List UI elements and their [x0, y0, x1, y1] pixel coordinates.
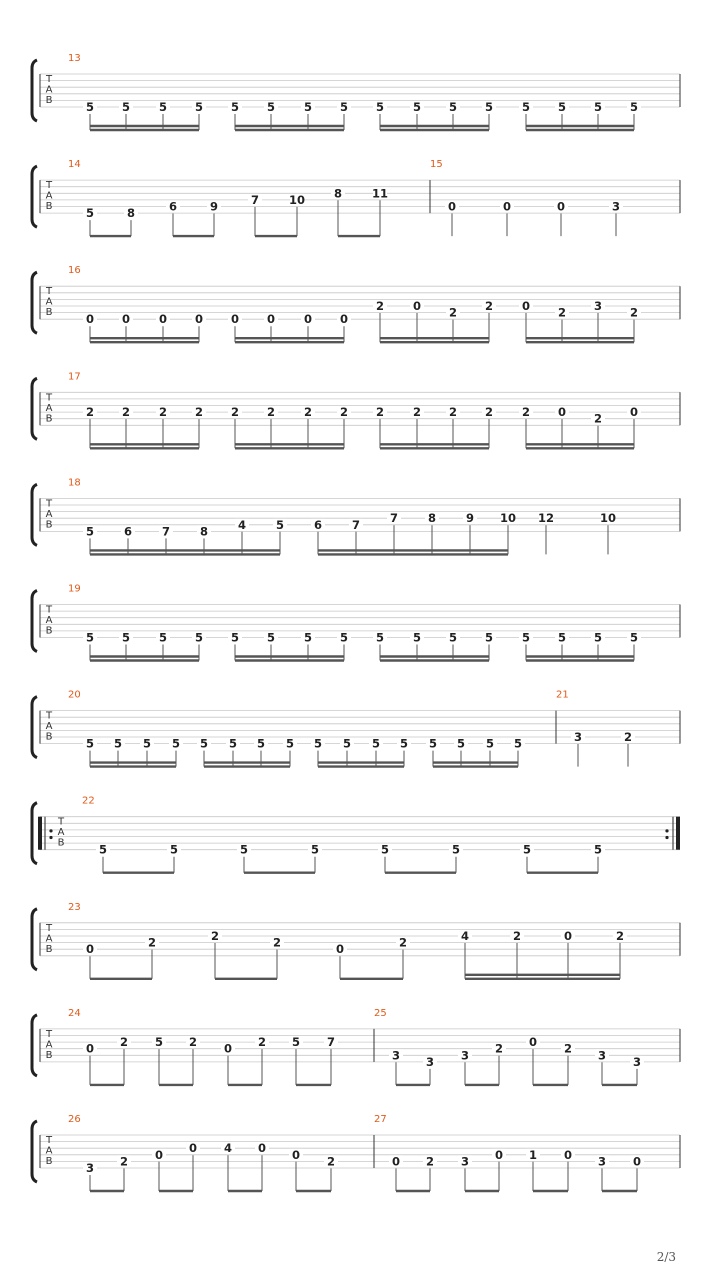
fret-number: 5 [194, 630, 204, 645]
fret-number: 5 [266, 100, 276, 114]
fret-number: 5 [303, 630, 313, 645]
repeat-dot [665, 836, 668, 839]
fret-number: 10 [499, 511, 517, 526]
tab-clef-letter: T [45, 286, 53, 298]
fret-number: 3 [632, 1054, 642, 1069]
tab-system [32, 53, 680, 130]
fret-number: 3 [593, 299, 603, 313]
fret-number: 5 [98, 842, 108, 857]
fret-number: 5 [522, 842, 532, 857]
fret-number: 5 [85, 524, 95, 539]
tab-system [32, 159, 680, 236]
fret-number: 6 [313, 517, 323, 532]
tab-clef-letter: A [57, 827, 65, 839]
fret-number: 0 [188, 1141, 198, 1156]
fret-number: 0 [447, 199, 457, 214]
system-bracket [32, 378, 37, 439]
measure-number: 21 [556, 689, 569, 701]
fret-number: 5 [342, 736, 352, 751]
fret-number: 0 [412, 299, 422, 313]
fret-number: 5 [521, 630, 531, 645]
fret-number: 0 [85, 1041, 95, 1056]
fret-number: 5 [412, 100, 422, 114]
fret-number: 0 [291, 1147, 301, 1162]
fret-number: 3 [425, 1054, 435, 1069]
fret-number: 2 [557, 305, 567, 320]
repeat-dot [49, 836, 52, 839]
fret-number: 0 [502, 199, 512, 214]
tab-system [32, 584, 680, 661]
fret-number: 2 [85, 405, 95, 420]
tab-clef-letter: A [45, 84, 53, 96]
fret-number: 0 [563, 929, 573, 943]
fret-number: 2 [521, 405, 531, 420]
tab-clef-letter: B [45, 519, 53, 531]
tab-clef-letter: T [45, 74, 53, 85]
tab-system [32, 1114, 680, 1191]
fret-number: 2 [412, 405, 422, 420]
tab-system [32, 902, 680, 979]
measure-number: 27 [374, 1114, 387, 1125]
fret-number: 3 [391, 1048, 401, 1063]
fret-number: 8 [126, 206, 136, 221]
fret-number: 5 [593, 842, 603, 857]
fret-number: 5 [228, 736, 238, 751]
fret-number: 5 [194, 100, 204, 114]
fret-number: 5 [375, 630, 385, 645]
fret-number: 5 [593, 630, 603, 645]
fret-number: 0 [391, 1154, 401, 1169]
fret-number: 5 [448, 100, 458, 114]
fret-number: 8 [333, 186, 343, 201]
fret-number: 2 [593, 411, 603, 426]
fret-number: 5 [154, 1035, 164, 1050]
fret-number: 5 [375, 100, 385, 114]
fret-number: 5 [521, 100, 531, 114]
fret-number: 5 [85, 100, 95, 114]
fret-number: 0 [194, 312, 204, 327]
tab-clef-letter: A [45, 721, 53, 733]
fret-number: 2 [484, 405, 494, 420]
fret-number: 7 [351, 517, 361, 532]
fret-number: 5 [256, 736, 266, 751]
system-bracket [32, 1121, 37, 1182]
fret-number: 3 [85, 1161, 95, 1175]
fret-number: 5 [513, 736, 523, 751]
system-bracket [32, 484, 37, 545]
fret-number: 3 [597, 1154, 607, 1169]
fret-number: 5 [303, 100, 313, 114]
measure-number: 16 [68, 265, 81, 277]
tab-system [32, 265, 680, 342]
fret-number: 5 [412, 630, 422, 645]
fret-number: 5 [339, 100, 349, 114]
fret-number: 5 [448, 630, 458, 645]
fret-number: 5 [158, 630, 168, 645]
fret-number: 0 [85, 312, 95, 327]
fret-number: 5 [484, 630, 494, 645]
fret-number: 10 [288, 192, 306, 207]
fret-number: 2 [512, 929, 522, 943]
measure-number: 26 [68, 1114, 81, 1125]
fret-number: 12 [537, 511, 555, 526]
fret-number: 2 [425, 1154, 435, 1169]
fret-number: 9 [465, 511, 475, 526]
tab-system [32, 371, 680, 448]
fret-number: 5 [593, 100, 603, 114]
tab-clef-letter: A [45, 1145, 53, 1157]
fret-number: 0 [339, 312, 349, 327]
fret-number: 5 [169, 842, 179, 857]
fret-number: 5 [121, 100, 131, 114]
fret-number: 3 [597, 1048, 607, 1063]
fret-number: 5 [339, 630, 349, 645]
tab-clef-letter: B [45, 1049, 53, 1061]
fret-number: 2 [448, 405, 458, 420]
tab-clef-letter: B [45, 201, 53, 213]
tab-clef-letter: T [45, 498, 53, 510]
fret-number: 2 [119, 1035, 129, 1050]
fret-number: 3 [611, 199, 621, 214]
tab-clef-letter: B [45, 731, 53, 743]
fret-number: 0 [121, 312, 131, 327]
fret-number: 2 [494, 1041, 504, 1056]
fret-number: 5 [85, 736, 95, 751]
fret-number: 2 [448, 305, 458, 320]
fret-number: 0 [266, 312, 276, 327]
tab-clef-letter: T [45, 922, 53, 934]
fret-number: 5 [456, 736, 466, 751]
fret-number: 2 [398, 935, 408, 950]
fret-number: 8 [427, 511, 437, 526]
system-bracket [32, 1015, 37, 1076]
repeat-dot [665, 829, 668, 832]
measure-number: 25 [374, 1007, 387, 1019]
fret-number: 6 [123, 524, 133, 539]
system-bracket [32, 166, 37, 227]
tab-clef-letter: B [45, 307, 53, 319]
fret-number: 0 [632, 1154, 642, 1169]
repeat-dot [49, 829, 52, 832]
measure-number: 15 [430, 159, 443, 171]
fret-number: 2 [188, 1035, 198, 1050]
fret-number: 5 [85, 630, 95, 645]
fret-number: 5 [380, 842, 390, 857]
tab-clef-letter: B [45, 413, 53, 425]
fret-number: 2 [158, 405, 168, 420]
tab-clef-letter: A [45, 933, 53, 945]
system-bracket [32, 803, 37, 864]
fret-number: 3 [460, 1154, 470, 1169]
fret-number: 2 [210, 929, 220, 943]
fret-number: 0 [154, 1147, 164, 1162]
fret-number: 2 [272, 935, 282, 950]
fret-number: 2 [121, 405, 131, 420]
measure-number: 13 [68, 53, 81, 64]
tab-clef-letter: A [45, 190, 53, 202]
tab-system [32, 690, 680, 767]
fret-number: 2 [257, 1035, 267, 1050]
tab-clef-letter: A [45, 402, 53, 414]
fret-number: 7 [250, 192, 260, 207]
measure-number: 23 [68, 901, 81, 913]
fret-number: 0 [230, 312, 240, 327]
fret-number: 5 [557, 630, 567, 645]
tab-clef-letter: A [45, 296, 53, 308]
fret-number: 0 [303, 312, 313, 327]
fret-number: 5 [485, 736, 495, 751]
fret-number: 10 [599, 511, 617, 526]
measure-number: 17 [68, 371, 81, 383]
fret-number: 2 [119, 1154, 129, 1169]
measure-number: 18 [68, 477, 81, 489]
fret-number: 7 [389, 511, 399, 526]
fret-number: 7 [161, 524, 171, 539]
fret-number: 5 [266, 630, 276, 645]
fret-number: 2 [339, 405, 349, 420]
tab-clef-letter: T [45, 710, 53, 722]
fret-number: 2 [303, 405, 313, 420]
fret-number: 5 [85, 206, 95, 221]
fret-number: 1 [528, 1147, 538, 1162]
fret-number: 4 [223, 1141, 233, 1156]
fret-number: 5 [428, 736, 438, 751]
tab-clef-letter: B [45, 625, 53, 637]
fret-number: 0 [158, 312, 168, 327]
tab-system [32, 796, 680, 873]
fret-number: 0 [85, 942, 95, 957]
fret-number: 2 [194, 405, 204, 420]
fret-number: 5 [399, 736, 409, 751]
fret-number: 11 [371, 186, 389, 201]
fret-number: 0 [521, 299, 531, 313]
fret-number: 5 [557, 100, 567, 114]
fret-number: 2 [266, 405, 276, 420]
page-number: 2/3 [656, 1250, 676, 1264]
tab-system [32, 477, 680, 554]
measure-number: 19 [68, 583, 81, 595]
fret-number: 0 [494, 1147, 504, 1162]
tab-clef-letter: B [45, 943, 53, 955]
fret-number: 2 [629, 305, 639, 320]
tab-clef-letter: T [45, 1135, 53, 1146]
fret-number: 0 [528, 1035, 538, 1050]
fret-number: 5 [629, 630, 639, 645]
measure-number: 14 [68, 159, 81, 171]
tab-clef-letter: B [45, 95, 53, 106]
system-bracket [32, 909, 37, 970]
fret-number: 4 [460, 929, 470, 943]
fret-number: 7 [326, 1035, 336, 1050]
fret-number: 2 [147, 935, 157, 950]
fret-number: 5 [158, 100, 168, 114]
fret-number: 2 [563, 1041, 573, 1056]
fret-number: 5 [310, 842, 320, 857]
fret-number: 0 [335, 942, 345, 957]
fret-number: 5 [275, 517, 285, 532]
fret-number: 8 [199, 524, 209, 539]
tab-clef-letter: A [45, 615, 53, 626]
system-bracket [32, 591, 37, 652]
fret-number: 5 [371, 736, 381, 751]
fret-number: 5 [142, 736, 152, 751]
fret-number: 5 [171, 736, 181, 751]
fret-number: 5 [239, 842, 249, 857]
system-bracket [32, 60, 37, 121]
system-bracket [32, 697, 37, 758]
fret-number: 5 [230, 100, 240, 114]
fret-number: 9 [209, 199, 219, 214]
fret-number: 5 [629, 100, 639, 114]
fret-number: 4 [237, 517, 247, 532]
fret-number: 2 [230, 405, 240, 420]
fret-number: 5 [113, 736, 123, 751]
fret-number: 3 [460, 1048, 470, 1063]
fret-number: 0 [629, 405, 639, 420]
fret-number: 2 [326, 1154, 336, 1169]
measure-number: 20 [68, 689, 81, 701]
tab-clef-letter: B [45, 1156, 53, 1167]
measure-number: 22 [82, 795, 95, 807]
fret-number: 3 [573, 730, 583, 744]
fret-number: 0 [557, 405, 567, 420]
fret-number: 5 [285, 736, 295, 751]
fret-number: 0 [223, 1041, 233, 1056]
fret-number: 2 [623, 730, 633, 744]
tab-clef-letter: T [45, 604, 53, 616]
fret-number: 5 [291, 1035, 301, 1050]
measure-number: 24 [68, 1007, 81, 1019]
fret-number: 0 [257, 1141, 267, 1156]
tab-clef-letter: T [45, 180, 53, 192]
fret-number: 5 [484, 100, 494, 114]
tab-system [32, 1008, 680, 1085]
fret-number: 5 [313, 736, 323, 751]
fret-number: 2 [484, 299, 494, 313]
fret-number: 5 [451, 842, 461, 857]
fret-number: 2 [375, 405, 385, 420]
system-bracket [32, 272, 37, 333]
tab-clef-letter: T [45, 1028, 53, 1040]
tab-clef-letter: A [45, 508, 53, 520]
fret-number: 5 [199, 736, 209, 751]
fret-number: 5 [230, 630, 240, 645]
fret-number: 2 [615, 929, 625, 943]
fret-number: 6 [168, 199, 178, 214]
fret-number: 0 [563, 1147, 573, 1162]
fret-number: 5 [121, 630, 131, 645]
tab-clef-letter: B [57, 837, 65, 849]
tab-clef-letter: A [45, 1039, 53, 1051]
fret-number: 2 [375, 299, 385, 313]
tab-clef-letter: T [45, 392, 53, 404]
fret-number: 0 [556, 199, 566, 214]
tab-clef-letter: T [57, 816, 65, 828]
